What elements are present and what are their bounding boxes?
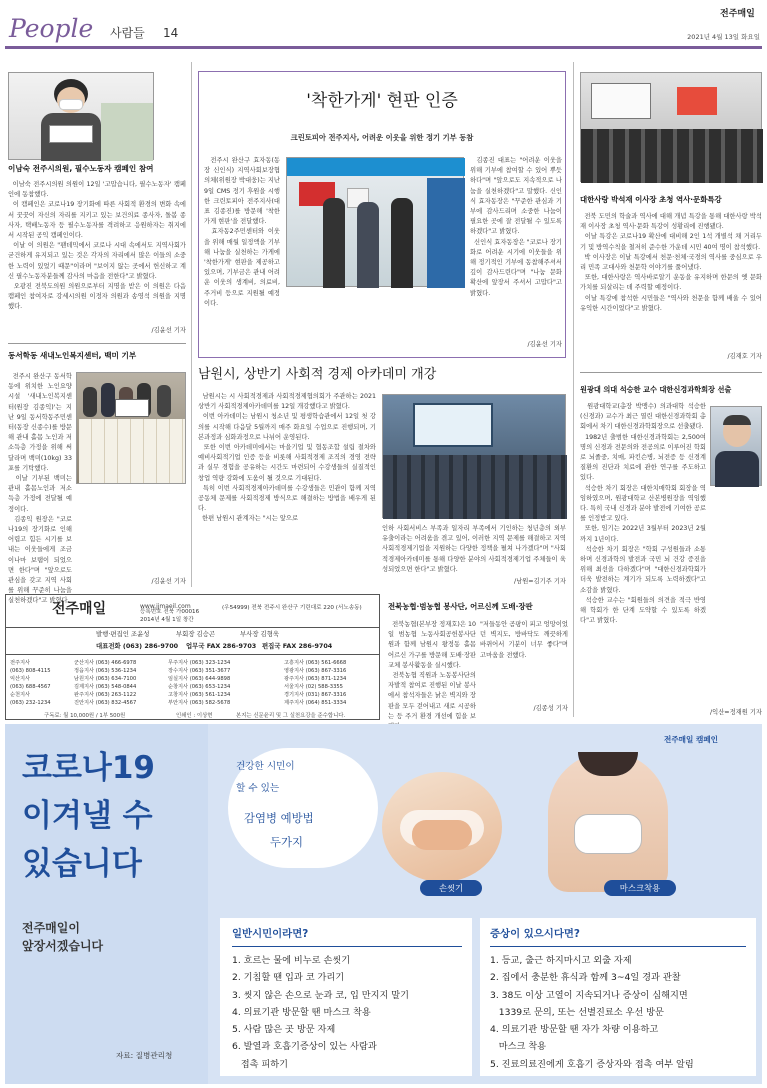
right-item: 1. 등교, 출근 하지마시고 외출 자제 (490, 955, 632, 966)
header (0, 0, 767, 46)
masthead-address: (우54999) 전북 전주시 완산구 기린대로 220 (서노송동) (222, 605, 362, 611)
masthead-dir4: 고흥지사 (063) 561-6668 영광지사 (063) 867-3316 광주지사 (063) 871-1234 서울지사 (02) 588-3355 경기지사 (031) 867-3316 제주지사 (064) 851-3334 (284, 660, 347, 706)
art4-col2: "저들동안 곰팡이 피고 엉망이었던 벽지도, 방바닥도 깨끗하게 바뀌어서 기분이 너무 좋다"며 고마움을 전했다. (480, 621, 571, 659)
right-item: 1339로 문의, 또는 선별진료소 우선 방문 (490, 1006, 664, 1018)
right-item: 4. 의료기관 방문할 땐 자가 차량 이용하고 (490, 1024, 659, 1036)
art2-title: 동서학동 새내노인복지센터, 백미 기부 (8, 351, 137, 360)
art5-byline: /김재호 기자 (727, 353, 762, 360)
masthead-rule (5, 627, 380, 628)
header-rule (5, 46, 762, 49)
general-public-title: 일반시민이라면? (232, 928, 309, 940)
art3-title: 남원시, 상반기 사회적 경제 아카데미 개강 (198, 367, 437, 382)
left-item: 3. 씻지 않은 손으로 눈과 코, 입 만지지 말기 (232, 989, 410, 1001)
photo-lecture (580, 72, 762, 182)
photo-good-store (286, 157, 464, 287)
issue-date: 2021년 4월 13일 화요일 (687, 33, 760, 41)
right-item: 5. 진료의료진에게 호흡기 증상자와 접촉 여부 알림 (490, 1058, 694, 1070)
general-public-rule (232, 946, 462, 947)
art4-title: 전북농협·범농협 봉사단, 어르신께 도배·장판 (388, 602, 533, 611)
art6-body: 원광대학교(총장 박맹수) 의과대학 석승한(신경과) 교수가 최근 열린 대한신경과학회 총회에서 차기 대한신경과학회장으로 선출됐다. 1982년 출범한 대한신경과학회는 2,500여 명의 신경과 전문의와 전공의로 이루어진 학회로 뇌졸중, 치매, 파킨슨병, 뇌전증 등 신경계 질환의 진단과 치료에 관한 연구를 주도하고 있다. 석승한 차기 회장은 대한치매학회 회장을 역임하였으며, 원광대학교 산본병원장을 역임했다. 특히 국내 신경과 분야 발전에 기여한 공로를 인정받고 있다. 또한, 임기는 2022년 3월부터 2023년 2월까지 1년이다. 석승한 차기 회장은 "학회 구성원들과 소통하며 신경과학의 발전과 국민 뇌 건강 증진을 위해 최선을 다하겠다"며 "대한신경과학회가 더욱 발전하는 계기가 되도록 노력하겠다"고 소감을 밝혔다. 석승한 교수는 "회원들의 의견을 적극 반영해 학회가 한 단계 도약할 수 있도록 하겠다"고 밝혔다. (580, 403, 707, 625)
cloud-line-4: 두가지 (270, 835, 304, 849)
art5-body: 전북 도민의 학술과 역사에 대해 개념 특강을 통해 대한사랑 박석재 이사장 초청 역사·문화 특강이 성황리에 진행됐다. 이날 특강은 코로나19 확산에 대비해 2인 1석 개별석 채 거리두기 및 방역수칙을 철저히 준수한 가운데 시민 40여 명이 참석했다. 박 이사장은 이날 특강에서 천문·천체·국경의 역사를 중심으로 우리 민족 고대사와 천문학 이야기를 풀어냈다. 또한, 대한사랑은 역사바로알기 운동을 유지하며 한문의 옛 문화 가치를 되살리는 데 주력할 예정이다. 이날 특강에 참석한 시민들은 "역사와 천문을 함께 배울 수 있어 유익한 시간이었다"고 밝혔다. (580, 213, 762, 312)
art3-col1: 남원시는 시 사회적경제과 사회적경제협의회가 주관하는 2021 상반기 사회적경제아카데미를 12일 개강했다고 밝혔다. 이번 아카데미는 남원시 청소년 및 평생학습관에서 12일 첫 강의를 시작해 다음달 5월까지 매주 화요일 수업으로 진행되며, 기본과정과 심화과정으로 나뉘어 운영된다. 또한 이번 아카데미에서는 마을기업 및 협동조합 설립 절차와 예비사회적기업 인증 등을 비롯해 사회적경제 조직의 경영 전략과 실무 경험을 공유하는 시간도 마련되어 수강생들의 실질적인 창업 역량 강화에 도움이 될 것으로 기대된다. 특히 이번 사회적경제아카데미를 수강생들은 민관이 함께 지역 공동체 문제를 사회적경제 방식으로 해결하는 방법을 배우게 된다. 한편 남원시 관계자는 "시는 앞으로 (198, 393, 376, 523)
page-number: 14 (163, 26, 179, 40)
feature-col1: 전주시 완산구 효자동(동장 신인식) 지역사회보장협의체(위원장 박대웅)는 지난 9일 CMS 정기 후원을 시행한 크린토피아 전주지사(대표 김종진)를 방문해 '착한가게 현판'을 전달했다. 효자동2주민센터와 이웃을 위해 매월 일정액을 기부해 나눔을 실천하는 가게에 '착한가게' 현판을 제공하고 있으며, 기부금은 관내 어려운 이웃의 생계비, 의료비, 주거비 등으로 지원될 예정이다. (204, 157, 280, 307)
right-item: 3. 38도 이상 고열이 지속되거나 증상이 심해지면 (490, 989, 688, 1001)
art1-byline: /김윤선 기자 (151, 327, 186, 334)
masthead-dir1: 전주지사 (063) 808-4115 익산지사 (063) 688-4567 순천지사 (063) 232-1234 (10, 660, 51, 706)
handwash-label: 손씻기 (438, 883, 464, 893)
right-item: 2. 집에서 충분한 휴식과 함께 3~4일 경과 관찰 (490, 972, 681, 984)
art6-byline: /익산=정재원 기자 (710, 709, 762, 716)
divider (8, 343, 186, 344)
masthead-ethics: 본지는 신문윤리 및 그 실천요강을 준수합니다. (236, 713, 346, 719)
masthead-rule2 (5, 654, 380, 655)
art4-byline: /김종성 기자 (533, 705, 568, 712)
divider-right (580, 372, 762, 373)
masthead-reg: 등록번호 전북 가00016 2014년 4월 1일 창간 (140, 609, 200, 623)
handwash-illustration (382, 772, 502, 882)
feature-title: '착한가게' 현판 인증 (306, 91, 458, 111)
masthead-md: 부사장 김형욱 (240, 630, 280, 638)
symptoms-list (490, 952, 752, 1074)
section-title-ko: 사람들 (110, 26, 145, 40)
photo-lee-namsuk (8, 72, 154, 160)
masthead-logo: 전주매일 (52, 601, 107, 617)
col-divider-left (191, 62, 192, 587)
right-item: 마스크 착용 (490, 1041, 547, 1053)
campaign-tag: 전주매일 캠페인 (664, 735, 718, 744)
campaign-headline-1: 코로나19 (22, 750, 155, 786)
art2-body-b (8, 488, 186, 584)
cloud-line-1: 건강한 시민이 (236, 761, 295, 772)
art2-byline: /김윤선 기자 (151, 578, 186, 585)
cloud-line-2: 할 수 있는 (236, 783, 280, 794)
art5-title: 대한사랑 박석재 이사장 초청 역사·문화특강 (580, 195, 722, 204)
feature-byline: /김윤선 기자 (527, 341, 562, 348)
art1-title: 이남숙 전주시의원, 필수노동자 캠페인 참여 (8, 164, 154, 173)
section-title-en: People (9, 14, 94, 43)
col-divider-right (573, 62, 574, 717)
symptoms-rule (490, 946, 746, 947)
masthead-vice: 부회장 김승곤 (176, 630, 216, 638)
art3-col2: 인하 사회서비스 부족과 일자리 부족에서 기인하는 청년층의 외부 유출이라는 어려움을 겪고 있어, 이러한 지역 문제를 해결하고 지역 사회적경제기업을 지원하는 다양한 정책을 펼쳐 나가겠다"며 "사회적경제아카데미를 통해 다양한 분야의 사회적경제기업 주체들이 육성되었으면 한다"고 밝혔다. (382, 525, 569, 573)
art1-body: 이남숙 전주시의원 의원이 12일 '고맙습니다, 필수노동자' 캠페인에 동참했다. 이 캠페인은 코로나19 장기화에 따른 사회적 환경의 변화 속에서 꿋꿋이 자신의 자리를 지키고 있는 보건의료 종사자, 돌봄 종사자, 택배노동자 등 필수노동자를 격려하고 응원하자는 취지에서 시작된 공익 캠페인이다. 이날 이 의원은 "팬데믹에서 코로나 시대 속에서도 지역사회가 굳건하게 유지되고 있는 것은 각자의 자리에서 많은 이들의 소중한 노력이 있었기 때문"이라며 "보이지 않는 곳에서 헌신하고 계신 필수노동자분들께 감사의 마음을 전한다"고 밝혔다. 오광진 전북도의원 의원으로부터 지명을 받은 이 의원은 다음 캠페인 참여자로 강세시의원 이정자 의원과 송영석 의원을 지명했다. (8, 181, 186, 311)
masthead-url: www.jjmaeil.com (140, 603, 191, 610)
photo-rice-donation (76, 372, 186, 484)
mask-illustration (548, 752, 668, 892)
masthead-publisher: 발행·편집인 조윤성 (96, 630, 150, 638)
left-item: 6. 발열과 호흡기증상이 있는 사람과 (232, 1041, 377, 1053)
masthead-dir2: 군산지사 (063) 466-6978 정읍지사 (063) 536-1234 남원지사 (063) 634-7100 김제지사 (063) 548-0844 완주지사 (063) 263-1122 진안지사 (063) 832-4567 (74, 660, 137, 706)
art3-byline: /남원=김기주 기자 (514, 578, 566, 585)
left-item: 접촉 피하기 (232, 1058, 289, 1070)
masthead-printer: 인쇄인 : 이상현 (176, 713, 213, 719)
feature-subtitle: 크린토피아 전주지사, 어려운 이웃을 위한 정기 기부 동참 (290, 133, 474, 142)
photo-academy (382, 394, 566, 518)
left-item: 4. 의료기관 방문할 땐 마스크 착용 (232, 1006, 371, 1018)
campaign-headline-3: 있습니다 (22, 846, 142, 882)
campaign-paper-line-1: 전주매일이 (22, 921, 80, 935)
general-public-list (232, 952, 468, 1074)
symptoms-title: 증상이 있으시다면? (490, 928, 580, 940)
art6-title: 원광대 의대 석승한 교수 대한신경과학회장 선출 (580, 385, 732, 394)
campaign-paper-line-2: 앞장서겠습니다 (22, 939, 104, 953)
left-item: 2. 기침할 땐 입과 코 가리기 (232, 972, 345, 984)
art2-body-a: 전주시 완산구 동서학동에 위치한 노인요양시설 '새내노인복지센터(원장 김종익)'는 지난 9일 동서학동주민센터(동장 신종수)를 방문해 관내 홀몸 노인과 저소득층 가정을 위해 써달라며 백미(10kg) 33포를 기탁했다. 이날 기부된 백미는 관내 홀몸노인과 저소득층 가정에 전달될 예정이다. 김종익 원장은 "코로나19의 장기화로 인해 어렵고 힘든 시기를 보내는 이웃들에게 조금이나마 보탬이 되었으면 한다"며 "앞으로도 관심을 갖고 지역 사회를 위해 꾸준히 나눔을 실천하겠다"고 밝혔다. (8, 373, 72, 605)
left-item: 1. 흐르는 물에 비누로 손씻기 (232, 955, 351, 966)
mask-label-text: 마스크착용 (619, 883, 661, 893)
campaign-headline-2: 이겨낼 수 (22, 798, 153, 834)
masthead-fax2: 편집국 FAX 286-9704 (262, 642, 333, 650)
masthead-phone: 대표전화 (063) 286-9700 (96, 642, 179, 650)
left-item: 5. 사람 많은 곳 방문 자제 (232, 1024, 336, 1036)
cloud-line-3: 감염병 예방법 (244, 811, 314, 825)
campaign-source: 자료: 질병관리청 (116, 1051, 173, 1060)
masthead-fax1: 업무국 FAX 286-9703 (186, 642, 257, 650)
feature-col2: 김종진 대표는 "어려운 이웃을 위해 기부에 참여할 수 있어 뿌듯하다"며 "앞으로도 지속적으로 나눔을 실천하겠다"고 말했다. 신인식 효자동장은 "꾸준한 관심과 기부에 감사드리며 소중한 나눔이 필요한 곳에 잘 전달될 수 있도록 하겠다"고 밝혔다. 신인식 효자동장은 "코로나 장기화로 어려운 시기에 이웃들을 위해 정기적인 기부에 동참해주셔서 깊이 감사드린다"며 "나눔 문화 확산에 앞장서 주셔서 고맙다"고 밝혔다. (470, 157, 562, 297)
photo-seok-seunghan (710, 406, 762, 486)
paper-name: 전주매일 (720, 9, 755, 19)
masthead-price: 구독료: 월 10,000원 / 1부 500원 (44, 713, 126, 719)
art4-col1: 전북농협(본부장 정재호)은 10일 범농협 노동사회공헌봉사단원과 함께 남원시 왕정동 홀몸 어르신 가구를 방문해 도배·장판 교체 봉사활동을 실시했다. 전북농협 직원과 노동봉사단의 자발적 참여로 진행된 이날 봉사에서 참석자들은 낡은 벽지와 장판을 모두 걷어내고 새로 시공하는 등 주거 환경 개선에 힘을 보 (388, 621, 476, 720)
masthead-dir3: 무주지사 (063) 323-1234 장수지사 (063) 351-3677 임실지사 (063) 644-9898 순창지사 (063) 653-1234 고창지사 (063) 561-1234 부안지사 (063) 582-5678 (168, 660, 231, 706)
feature-col1b (286, 292, 464, 352)
